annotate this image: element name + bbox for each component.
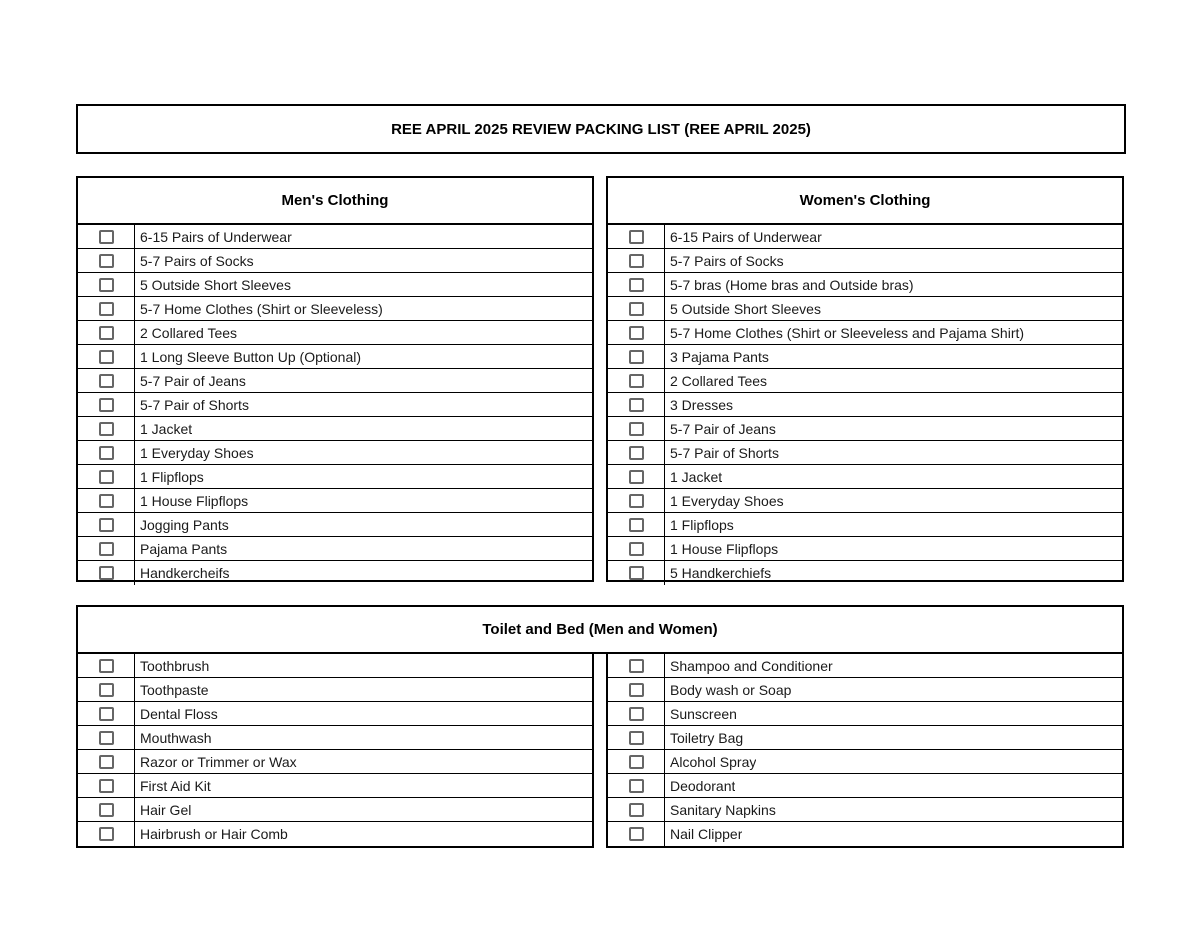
checkbox-cell — [78, 225, 135, 248]
item-label: 5 Outside Short Sleeves — [670, 300, 821, 317]
item-checkbox[interactable] — [629, 755, 644, 769]
item-label: Hairbrush or Hair Comb — [140, 826, 288, 842]
item-label: 5-7 Home Clothes (Shirt or Sleeveless) — [140, 300, 383, 317]
checkbox-cell — [608, 678, 665, 701]
item-checkbox[interactable] — [629, 374, 644, 388]
item-checkbox[interactable] — [99, 659, 114, 673]
item-checkbox[interactable] — [99, 470, 114, 484]
checklist-row — [608, 465, 1122, 489]
checklist-row — [78, 678, 592, 702]
womens-clothing-list — [608, 225, 1122, 585]
checklist-row — [608, 489, 1122, 513]
toilet-bed-right-list — [608, 654, 1122, 846]
item-checkbox[interactable] — [629, 278, 644, 292]
checkbox-cell — [78, 798, 135, 821]
checklist-row — [78, 465, 592, 489]
checkbox-cell — [608, 297, 665, 320]
item-checkbox[interactable] — [629, 683, 644, 697]
item-checkbox[interactable] — [629, 302, 644, 316]
item-checkbox[interactable] — [629, 659, 644, 673]
item-checkbox[interactable] — [629, 779, 644, 793]
item-checkbox[interactable] — [629, 494, 644, 508]
checkbox-cell — [78, 774, 135, 797]
item-checkbox[interactable] — [99, 542, 114, 556]
checklist-row — [608, 798, 1122, 822]
item-checkbox[interactable] — [99, 398, 114, 412]
checkbox-cell — [78, 537, 135, 560]
checkbox-cell — [78, 654, 135, 677]
item-label: Nail Clipper — [670, 826, 743, 842]
checkbox-cell — [78, 249, 135, 272]
mens-clothing-list — [78, 225, 592, 585]
mens-clothing-heading — [78, 178, 592, 225]
checklist-row — [78, 513, 592, 537]
toilet-bed-panel — [76, 605, 1124, 845]
checkbox-cell — [78, 726, 135, 749]
checklist-row — [608, 225, 1122, 249]
checkbox-cell — [608, 249, 665, 272]
item-label: Jogging Pants — [140, 516, 229, 533]
toilet-bed-left-col — [76, 654, 594, 848]
item-label: Sanitary Napkins — [670, 801, 776, 818]
checklist-row — [78, 417, 592, 441]
checklist-row — [608, 441, 1122, 465]
checkbox-cell — [78, 489, 135, 512]
toilet-bed-right-col — [606, 654, 1124, 848]
checkbox-cell — [608, 798, 665, 821]
item-checkbox[interactable] — [99, 566, 114, 580]
item-label: 3 Dresses — [670, 396, 734, 413]
checkbox-cell — [608, 417, 665, 440]
checklist-row — [78, 702, 592, 726]
item-checkbox[interactable] — [629, 827, 644, 841]
item-checkbox[interactable] — [629, 731, 644, 745]
checkbox-cell — [78, 465, 135, 488]
checklist-row — [608, 750, 1122, 774]
checklist-row — [608, 654, 1122, 678]
checkbox-cell — [608, 561, 665, 585]
checkbox-cell — [78, 822, 135, 846]
item-checkbox[interactable] — [99, 518, 114, 532]
item-label: 3 Pajama Pants — [670, 348, 769, 365]
item-checkbox[interactable] — [629, 230, 644, 244]
checkbox-cell — [608, 273, 665, 296]
checkbox-cell — [78, 750, 135, 773]
checklist-row — [608, 369, 1122, 393]
checklist-row — [78, 798, 592, 822]
item-label: Pajama Pants — [140, 540, 228, 557]
mens-clothing-heading-text: Men's Clothing — [281, 192, 389, 209]
checklist-row — [78, 225, 592, 249]
checklist-row — [78, 321, 592, 345]
checklist-row — [608, 774, 1122, 798]
item-checkbox[interactable] — [99, 446, 114, 460]
checkbox-cell — [78, 321, 135, 344]
item-checkbox[interactable] — [99, 827, 114, 841]
checkbox-cell — [608, 225, 665, 248]
item-checkbox[interactable] — [99, 779, 114, 793]
checklist-row — [78, 393, 592, 417]
checkbox-cell — [608, 369, 665, 392]
item-checkbox[interactable] — [99, 803, 114, 817]
toilet-bed-heading-text: Toilet and Bed (Men and Women) — [482, 621, 718, 638]
womens-clothing-heading — [608, 178, 1122, 225]
item-label: 5-7 Home Clothes (Shirt or Sleeveless and Pajama Shirt) — [670, 324, 1025, 341]
checkbox-cell — [608, 702, 665, 725]
item-label: 2 Collared Tees — [140, 324, 238, 341]
checkbox-cell — [78, 702, 135, 725]
item-checkbox[interactable] — [99, 302, 114, 316]
item-checkbox[interactable] — [629, 803, 644, 817]
toilet-bed-left-list — [78, 654, 592, 846]
checklist-row — [78, 654, 592, 678]
item-label: 5 Handkerchiefs — [670, 565, 772, 581]
item-label: 5-7 bras (Home bras and Outside bras) — [670, 276, 914, 293]
checklist-row — [78, 369, 592, 393]
checkbox-cell — [608, 654, 665, 677]
checklist-row — [78, 441, 592, 465]
item-checkbox[interactable] — [99, 731, 114, 745]
item-checkbox[interactable] — [629, 350, 644, 364]
item-label: Dental Floss — [140, 705, 218, 722]
item-checkbox[interactable] — [629, 446, 644, 460]
item-label: 2 Collared Tees — [670, 372, 768, 389]
item-label: 5-7 Pair of Shorts — [140, 396, 249, 413]
item-checkbox[interactable] — [99, 494, 114, 508]
item-label: First Aid Kit — [140, 777, 211, 794]
item-label: 1 House Flipflops — [670, 540, 779, 557]
checklist-row — [608, 822, 1122, 846]
checklist-row — [608, 417, 1122, 441]
item-checkbox[interactable] — [629, 707, 644, 721]
item-label: Toiletry Bag — [670, 729, 744, 746]
item-label: 5-7 Pair of Jeans — [140, 372, 246, 389]
item-label: Razor or Trimmer or Wax — [140, 753, 297, 770]
checklist-row — [608, 726, 1122, 750]
item-checkbox[interactable] — [629, 470, 644, 484]
checkbox-cell — [608, 321, 665, 344]
checklist-row — [78, 774, 592, 798]
item-label: 5-7 Pairs of Socks — [140, 252, 254, 269]
item-checkbox[interactable] — [99, 350, 114, 364]
item-checkbox[interactable] — [99, 707, 114, 721]
item-label: 1 Flipflops — [140, 468, 204, 485]
checkbox-cell — [78, 441, 135, 464]
item-checkbox[interactable] — [629, 254, 644, 268]
toilet-bed-heading — [76, 605, 1124, 654]
checkbox-cell — [608, 822, 665, 846]
checklist-row — [608, 345, 1122, 369]
checkbox-cell — [608, 441, 665, 464]
item-label: Deodorant — [670, 777, 736, 794]
checklist-row — [608, 678, 1122, 702]
checklist-row — [78, 726, 592, 750]
checkbox-cell — [608, 774, 665, 797]
item-label: Handkercheifs — [140, 565, 230, 581]
checklist-row — [78, 822, 592, 846]
checklist-row — [608, 537, 1122, 561]
checkbox-cell — [78, 561, 135, 585]
item-checkbox[interactable] — [99, 683, 114, 697]
checklist-row — [78, 249, 592, 273]
item-label: 5-7 Pair of Jeans — [670, 420, 776, 437]
item-label: Hair Gel — [140, 801, 192, 818]
item-checkbox[interactable] — [629, 422, 644, 436]
checkbox-cell — [608, 726, 665, 749]
item-checkbox[interactable] — [99, 755, 114, 769]
checklist-row — [78, 561, 592, 585]
item-label: 6-15 Pairs of Underwear — [140, 228, 292, 245]
item-checkbox[interactable] — [629, 518, 644, 532]
item-label: 1 Jacket — [140, 420, 193, 437]
checkbox-cell — [78, 369, 135, 392]
checklist-row — [608, 561, 1122, 585]
item-label: 1 Long Sleeve Button Up (Optional) — [140, 348, 362, 365]
checkbox-cell — [608, 393, 665, 416]
item-checkbox[interactable] — [99, 374, 114, 388]
checkbox-cell — [608, 537, 665, 560]
checkbox-cell — [608, 345, 665, 368]
item-label: Sunscreen — [670, 705, 737, 722]
item-checkbox[interactable] — [629, 326, 644, 340]
checklist-row — [608, 321, 1122, 345]
checklist-row — [78, 297, 592, 321]
womens-clothing-panel — [606, 176, 1124, 582]
item-label: Body wash or Soap — [670, 681, 792, 698]
checkbox-cell — [78, 345, 135, 368]
checklist-row — [78, 750, 592, 774]
item-label: 1 Everyday Shoes — [140, 444, 254, 461]
checklist-row — [78, 345, 592, 369]
checkbox-cell — [78, 513, 135, 536]
checkbox-cell — [608, 489, 665, 512]
checklist-row — [608, 513, 1122, 537]
checklist-row — [608, 393, 1122, 417]
item-checkbox[interactable] — [99, 254, 114, 268]
item-label: 1 Flipflops — [670, 516, 734, 533]
checkbox-cell — [78, 678, 135, 701]
checkbox-cell — [608, 513, 665, 536]
item-label: 1 Jacket — [670, 468, 723, 485]
checklist-row — [78, 537, 592, 561]
item-label: Alcohol Spray — [670, 753, 757, 770]
checkbox-cell — [608, 465, 665, 488]
checklist-row — [78, 489, 592, 513]
item-label: Shampoo and Conditioner — [670, 657, 833, 674]
item-checkbox[interactable] — [99, 326, 114, 340]
checkbox-cell — [78, 273, 135, 296]
item-label: 5-7 Pair of Shorts — [670, 444, 779, 461]
item-label: 1 Everyday Shoes — [670, 492, 784, 509]
page-title — [76, 104, 1126, 154]
checklist-row — [608, 702, 1122, 726]
item-label: 5-7 Pairs of Socks — [670, 252, 784, 269]
item-checkbox[interactable] — [629, 566, 644, 580]
mens-clothing-panel — [76, 176, 594, 582]
checklist-row — [78, 273, 592, 297]
womens-clothing-heading-text: Women's Clothing — [799, 192, 931, 209]
checklist-row — [608, 249, 1122, 273]
item-label: 1 House Flipflops — [140, 492, 249, 509]
item-checkbox[interactable] — [629, 398, 644, 412]
page-title-text: REE APRIL 2025 REVIEW PACKING LIST (REE APRIL 2025) — [391, 120, 811, 138]
item-label: Mouthwash — [140, 729, 212, 746]
checklist-row — [608, 273, 1122, 297]
item-label: Toothpaste — [140, 681, 209, 698]
checkbox-cell — [78, 417, 135, 440]
item-checkbox[interactable] — [99, 230, 114, 244]
item-label: 6-15 Pairs of Underwear — [670, 228, 822, 245]
item-checkbox[interactable] — [99, 278, 114, 292]
checkbox-cell — [78, 297, 135, 320]
item-label: Toothbrush — [140, 657, 210, 674]
item-checkbox[interactable] — [99, 422, 114, 436]
checklist-row — [608, 297, 1122, 321]
checkbox-cell — [608, 750, 665, 773]
item-label: 5 Outside Short Sleeves — [140, 276, 291, 293]
checkbox-cell — [78, 393, 135, 416]
item-checkbox[interactable] — [629, 542, 644, 556]
